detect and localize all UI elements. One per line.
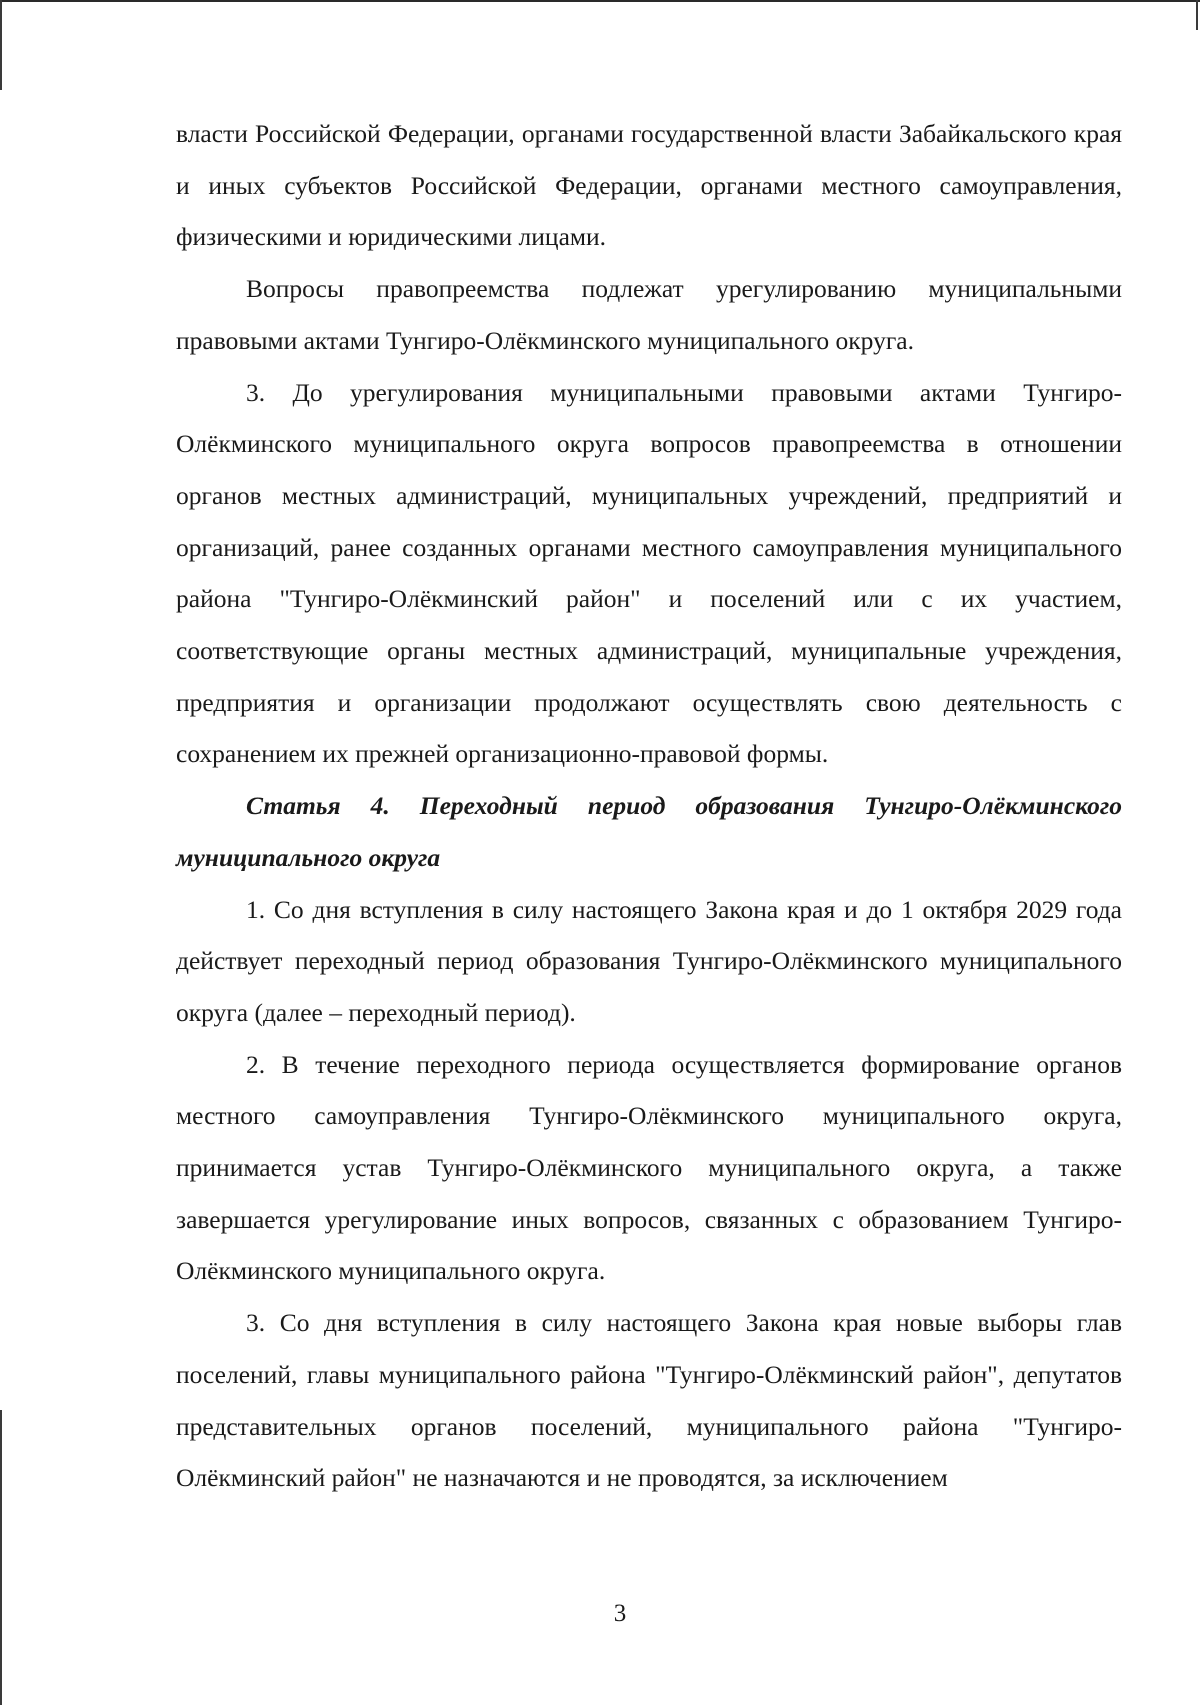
- paragraph-continuation: власти Российской Федерации, органами государственной власти Забайкальского края и иных субъектов Российской Федерации, органами местного самоуправления, физическими и юридическими лицами.: [176, 119, 1122, 252]
- article-item-1: 1. Со дня вступления в силу настоящего Закона края и до 1 октября 2029 года действует переходный период образования Тунгиро-Олёкминского муниципального округа (далее – переходный период).: [176, 894, 1122, 1027]
- article-item-3: 3. Со дня вступления в силу настоящего Закона края новые выборы глав поселений, главы муниципального района "Тунгиро-Олёкминский район", депутатов представительных органов поселений, муниципального района "Тунгиро-Олёкминский район" не назначаются и не проводятся, за исключением: [176, 1308, 1122, 1493]
- page-number: 3: [613, 1600, 627, 1627]
- scan-edge: [0, 0, 1200, 2]
- scan-edge: [1196, 0, 1198, 30]
- paragraph-item-3: 3. До урегулирования муниципальными правовыми актами Тунгиро-Олёкминского муниципального округа вопросов правопреемства в отношении органов местных администраций, муниципальных учреждений, предприятий и организаций, ранее созданных органами местного самоуправления муниципального района "Тунгиро-Олёкминский район" и поселений или с их участием, соответствующие органы местных администраций, муниципальные учреждения, предприятия и организации продолжают осуществлять свою деятельность с сохранением их прежней организационно-правовой формы.: [176, 377, 1122, 769]
- article-heading: Статья 4. Переходный период образования Тунгиро-Олёкминского муниципального округа: [176, 791, 1122, 872]
- paragraph-succession: Вопросы правопреемства подлежат урегулированию муниципальными правовыми актами Тунгиро-Олёкминского муниципального округа.: [176, 274, 1122, 355]
- scan-edge: [0, 1410, 2, 1705]
- document-page: [176, 108, 1122, 1504]
- article-item-2: 2. В течение переходного периода осуществляется формирование органов местного самоуправления Тунгиро-Олёкминского муниципального округа, принимается устав Тунгиро-Олёкминского муниципального округа, а также завершается урегулирование иных вопросов, связанных с образованием Тунгиро-Олёкминского муниципального округа.: [176, 1049, 1122, 1286]
- scan-edge: [0, 0, 2, 90]
